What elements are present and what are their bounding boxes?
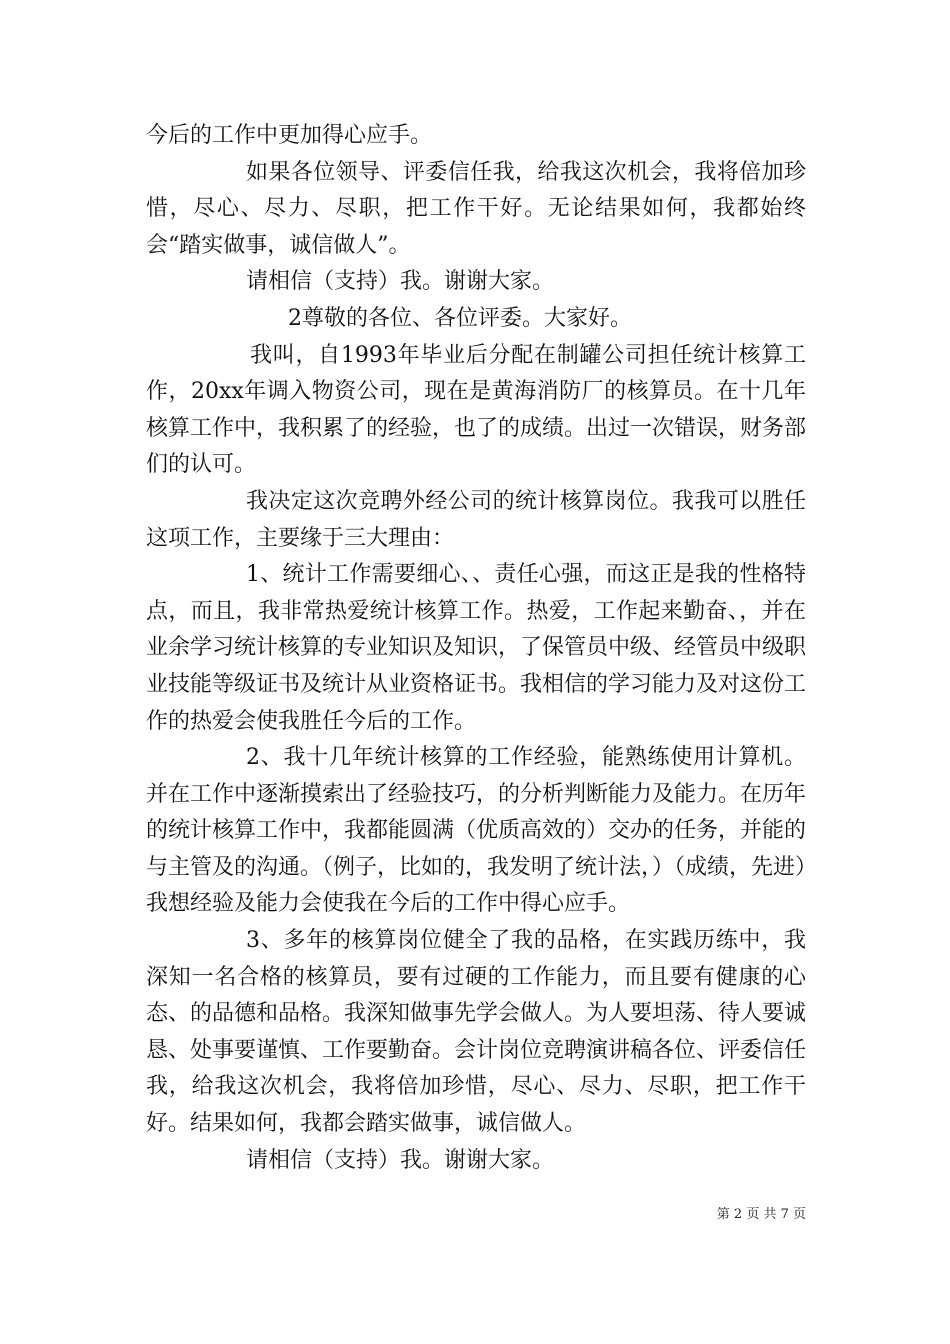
paragraph-commitment: 如果各位领导、评委信任我，给我这次机会，我将倍加珍惜，尽心、尽力、尽职，把工作干好。无论结果如何，我都始终会“踏实做事，诚信做人”。 (146, 159, 806, 258)
paragraph-reason-one: 1、统计工作需要细心、、责任心强，而这正是我的性格特点，而且，我非常热爱统计核算工作。热爱，工作起来勤奋、，并在业余学习统计核算的专业知识及知识，了保管员中级、经管员中级职业技能等级证书及统计从业资格证书。我相信的学习能力及对这份工作的热爱会使我胜任今后的工作。 (146, 562, 807, 734)
page-number-footer: 第 2 页 共 7 页 (716, 1207, 806, 1222)
paragraph-reason-two: 2、我十几年统计核算的工作经验，能熟练使用计算机。并在工作中逐渐摸索出了经验技巧，的分析判断能力及能力。在历年的统计核算工作中，我都能圆满（优质高效的）交办的任务，并能的与主管及的沟通。（例子，比如的，我发明了统计法，）（成绩，先进）我想经验及能力会使我在今后的工作中得心应手。 (146, 745, 807, 917)
paragraph-closing-thanks: 请相信（支持）我。谢谢大家。 (246, 269, 555, 295)
document-body (146, 118, 806, 1179)
paragraph-reason-three: 3、多年的核算岗位健全了我的品格，在实践历练中，我深知一名合格的核算员，要有过硬的工作能力，而且要有健康的心态、的品德和品格。我深知做事先学会做人。为人要坦荡、待人要诚恳、处事要谨慎、工作要勤奋。会计岗位竞聘演讲稿各位、评委信任我，给我这次机会，我将倍加珍惜，尽心、尽力、尽职，把工作干好。结果如何，我都会踏实做事，诚信做人。 (146, 928, 807, 1137)
paragraph-final-thanks: 请相信（支持）我。谢谢大家。 (246, 1147, 555, 1173)
paragraph-second-speech-greeting: 2尊敬的各位、各位评委。大家好。 (288, 305, 632, 331)
paragraph-position-intent: 我决定这次竞聘外经公司的统计核算岗位。我我可以胜任这项工作，主要缘于三大理由： (146, 488, 806, 551)
paragraph-continuation: 今后的工作中更加得心应手。 (146, 123, 433, 148)
paragraph-self-introduction: 我叫，自1993年毕业后分配在制罐公司担任统计核算工作，20xx年调入物资公司，现在是黄海消防厂的核算员。在十几年核算工作中，我积累了的经验，也了的成绩。出过一次错误，财务部们的认可。 (146, 342, 807, 478)
